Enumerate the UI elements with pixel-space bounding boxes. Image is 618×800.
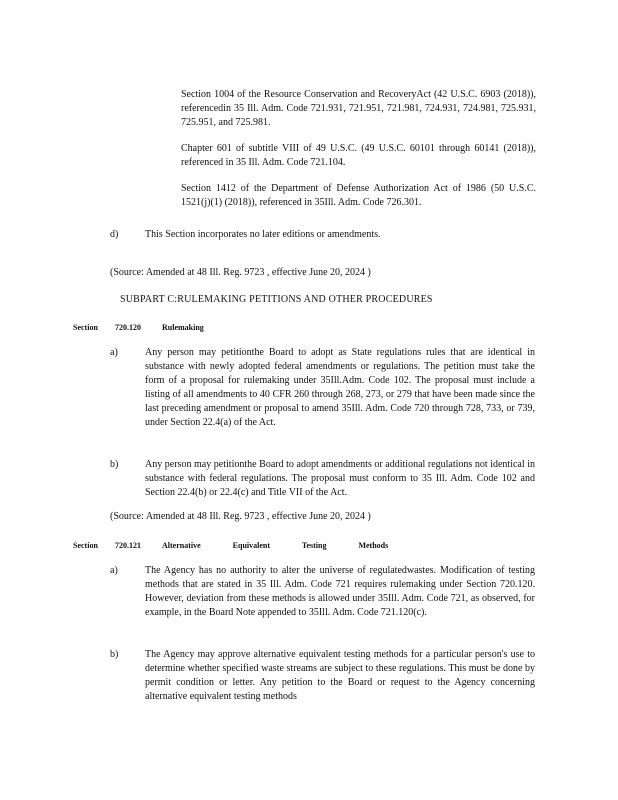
section-number: 720.120 <box>115 323 141 332</box>
item-text: Any person may petitionthe Board to adopt amendments or additional regulations not identical in substance with federal regulations. The proposal must conform to 35 Ill. Adm. Code 102 and Section 22.4(b) or 22.4(c) and Title VII of the Act. <box>145 459 535 498</box>
reference-item: Section 1004 of the Resource Conservation and RecoveryAct (42 U.S.C. 6903 (2018)), referencedin 35 Ill. Adm. Code 721.931, 721.951, 721.981, 724.931, 724.981, 725.931, 725.951, and 725.981. <box>181 89 536 128</box>
source-note: (Source: Amended at 48 Ill. Reg. 9723 , effective June 20, 2024 ) <box>110 511 371 522</box>
reference-list <box>181 88 536 222</box>
source-note: (Source: Amended at 48 Ill. Reg. 9723 , effective June 20, 2024 ) <box>110 267 371 278</box>
section-word: Section <box>73 541 98 550</box>
item-label: b) <box>110 649 119 660</box>
item-text: This Section incorporates no later editions or amendments. <box>145 229 381 240</box>
item-label: a) <box>110 565 118 576</box>
section-number: 720.121 <box>115 541 141 550</box>
item-text: The Agency has no authority to alter the universe of regulatedwastes. Modification of testing methods that are stated in 35 Ill. Adm. Code 721 requires rulemaking under Section 720.120. However, deviation from these methods is allowed under 35Ill. Adm. Code 721, as observed, for example, in the Board Note appended to 35Ill. Adm. Code 721.120(c). <box>145 565 535 618</box>
item-text: The Agency may approve alternative equivalent testing methods for a particular person's use to determine whether specified waste streams are subject to these regulations. This must be done by permit condition or letter. Any petition to the Board or request to the Agency concerning alternative equivalent testing methods <box>145 649 535 702</box>
section-heading <box>73 321 204 335</box>
section-heading <box>73 539 388 553</box>
reference-item: Chapter 601 of subtitle VIII of 49 U.S.C. (49 U.S.C. 60101 through 60141 (2018)), referenced in 35 Ill. Adm. Code 721.104. <box>181 143 536 168</box>
section-title: Rulemaking <box>162 323 204 332</box>
item-label: d) <box>110 229 119 240</box>
item-label: a) <box>110 347 118 358</box>
item-text: Any person may petitionthe Board to adopt as State regulations rules that are identical in substance with newly adopted federal amendments or regulations. The petition must take the form of a proposal for rulemaking under 35Ill.Adm. Code 102. The proposal must include a listing of all amendments to 40 CFR 260 through 268, 273, or 279 that have been made since the last preceding amendment or proposal to amend 35Ill. Adm. Code 720 through 728, 733, or 739, under Section 22.4(a) of the Act. <box>145 347 535 428</box>
subpart-heading: SUBPART C:RULEMAKING PETITIONS AND OTHER PROCEDURES <box>120 294 433 305</box>
item-label: b) <box>110 459 119 470</box>
section-title: Alternative Equivalent Testing Methods <box>162 541 389 550</box>
reference-item: Section 1412 of the Department of Defense Authorization Act of 1986 (50 U.S.C. 1521(j)(1) (2018)), referenced in 35Ill. Adm. Code 726.301. <box>181 183 536 208</box>
section-word: Section <box>73 323 98 332</box>
